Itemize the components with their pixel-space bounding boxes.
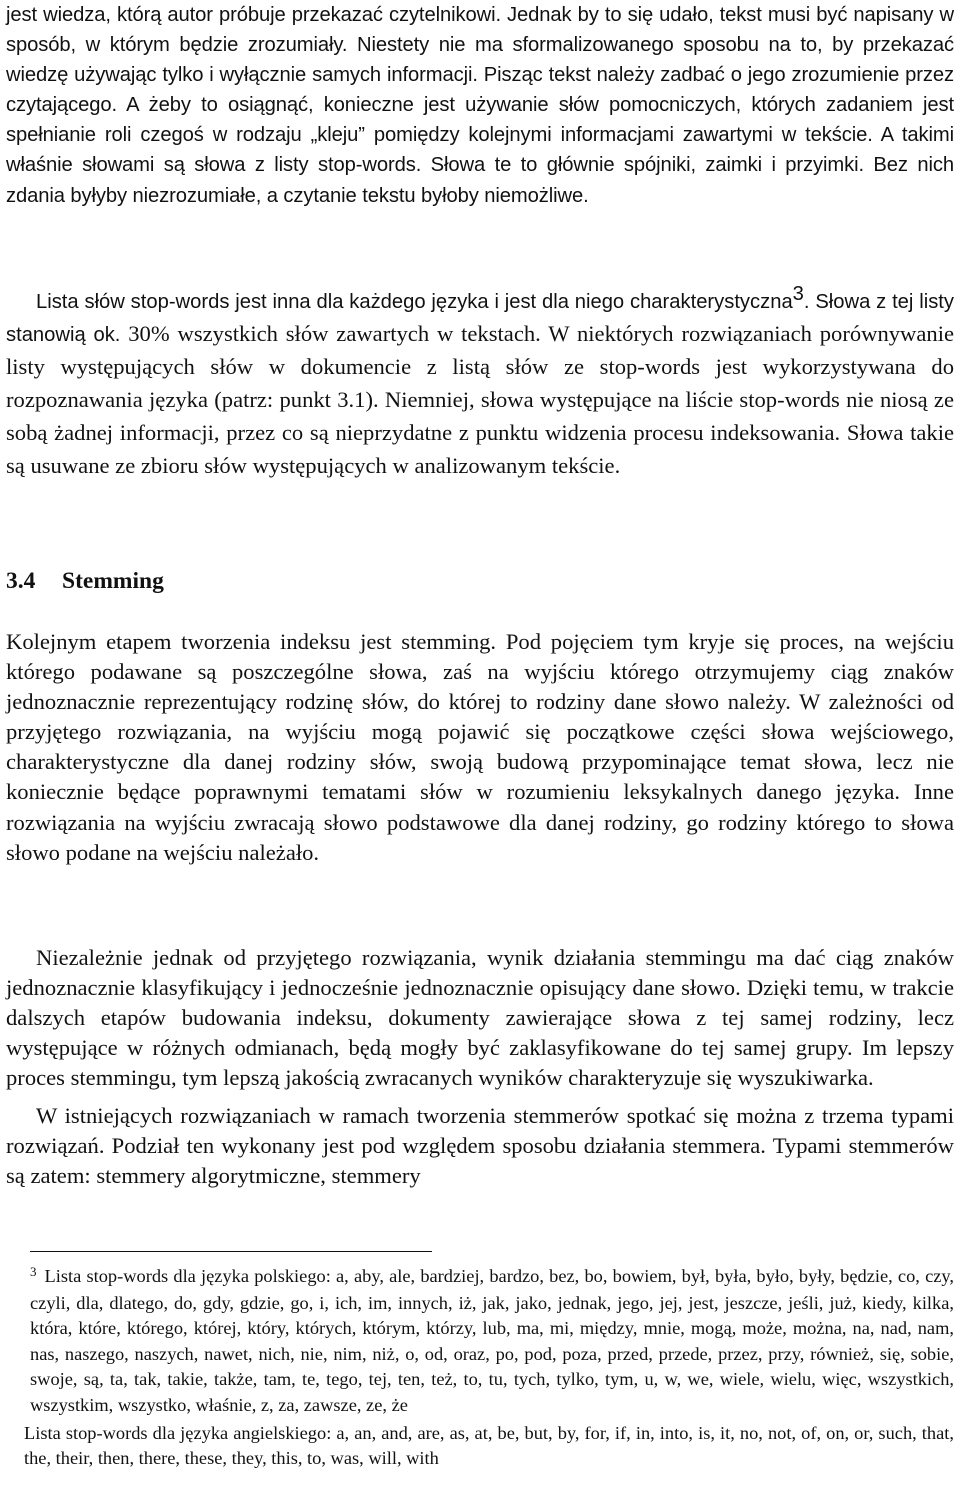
intro-paragraph: jest wiedza, którą autor próbuje przekazać czytelnikowi. Jednak by to się udało, tekst musi być napisany w sposób, w którym będzie zrozumiały. Niestety nie ma sformalizowanego sposobu na to, by przekazać wiedzę używając tylko i wyłącznie samych informacji. Pisząc tekst należy zadbać o jego zrozumienie przez czytającego. A żeby to osiągnąć, konieczne jest używanie słów pomocniczych, których zadaniem jest spełnianie roli czegoś w rodzaju „kleju” pomiędzy kolejnymi informacjami zawartymi w tekście. A takimi właśnie słowami są słowa z listy stop-words. Słowa te to głównie spójniki, zaimki i przyimki. Bez nich zdania byłyby niezrozumiałe, a czytanie tekstu byłoby niemożliwe. [6, 4, 954, 207]
footnote-polish [30, 1264, 954, 1419]
stopwords-paragraph-sans: Lista słów stop-words jest inna dla każdego języka i jest dla niego charakterystyczna [36, 291, 793, 313]
stopwords-paragraph-serif: 30% wszystkich słów zawartych w tekstach. W niektórych rozwiązaniach porównywanie listy występujących słów w dokumencie z listą słów ze stop-words jest wykorzystywana do rozpoznawania języka (patrz: punkt 3.1). Niemniej, słowa występujące na liście stop-words nie niosą ze sobą żadnej informacji, przez co są nieprzydatne z punktu widzenia procesu indeksowania. Słowa takie są usuwane ze zbioru słów występujących w analizowanym tekście. [6, 321, 955, 479]
stopwords-paragraph-sans-2: . Słowa z tej listy stanowią ok. [6, 291, 954, 347]
footnote-mark: 3 [30, 1264, 37, 1279]
footnote-divider [30, 1251, 432, 1252]
stemming-paragraph-1: Kolejnym etapem tworzenia indeksu jest stemming. Pod pojęciem tym kryje się proces, na wejściu którego podawane są poszczególne słowa, zaś na wyjściu którego otrzymujemy ciąg znaków jednoznacznie reprezentujący rodzinę słów, do której to rodziny dane słowo należy. W zależności od przyjętego rozwiązania, na wyjściu mogą pojawić się początkowe części słowa wejściowego, charakterystyczne dla danej rodziny słów, swoją budową przypominające temat słowa, lecz nie koniecznie będące poprawnymi tematami słów w rozumieniu leksykalnych danego języka. Inne rozwiązania na wyjściu zwracają słowo podstawowe dla danej rodziny, go rodziny którego to słowa słowo podane na wejściu należało. [6, 629, 954, 865]
section-title: Stemming [62, 568, 164, 594]
stemming-paragraph-2: Niezależnie jednak od przyjętego rozwiązania, wynik działania stemmingu ma dać ciąg znaków jednoznacznie klasyfikujący i jednocześnie jednoznacznie opisujący dane słowo. Dzięki temu, w trakcie dalszych etapów budowania indeksu, dokumenty zawierające słowa z tej samej rodziny, lecz występujące w różnych odmianach, będą mogły być zaklasyfikowane do tej samej grupy. Im lepszy proces stemmingu, tym lepszą jakością zwracanych wyników charakteryzuje się wyszukiwarka. [6, 945, 954, 1091]
footnote-polish-text: Lista stop-words dla języka polskiego: a, aby, ale, bardziej, bardzo, bez, bo, bowiem, był, była, było, były, będzie, co, czy, czyli, dla, dlatego, do, gdy, gdzie, go, i, ich, im, innych, iż, jak, jako, jednak, jego, jej, jest, jeszcze, jeśli, już, kiedy, kilka, która, które, którego, której, który, których, którym, którzy, lub, ma, mi, między, mnie, mogą, może, można, na, nad, nam, nas, naszego, naszych, nawet, nich, nie, nim, niż, o, od, oraz, po, pod, poza, przed, przede, przez, przy, również, się, sobie, swoje, są, ta, tak, takie, także, tam, te, tego, tej, ten, też, to, tu, tych, tylko, tym, u, w, we, wiele, wielu, więc, wszystkich, wszystkim, wszystko, właśnie, z, za, zawsze, ze, że [30, 1266, 954, 1415]
section-number: 3.4 [6, 568, 36, 594]
footnote-block [24, 1264, 954, 1472]
section-heading [6, 566, 164, 596]
footnote-reference: 3 [792, 282, 804, 305]
stopwords-paragraph [6, 282, 955, 485]
stemming-paragraph-3: W istniejących rozwiązaniach w ramach tworzenia stemmerów spotkać się można z trzema typami rozwiązań. Podział ten wykonany jest pod względem sposobu działania stemmera. Typami stemmerów są zatem: stemmery algorytmiczne, stemmery [6, 1103, 954, 1189]
footnote-english: Lista stop-words dla języka angielskiego: a, an, and, are, as, at, be, but, by, for, if, in, into, is, it, no, not, of, on, or, such, that, the, their, then, there, these, they, this, to, was, will, with [24, 1422, 954, 1469]
